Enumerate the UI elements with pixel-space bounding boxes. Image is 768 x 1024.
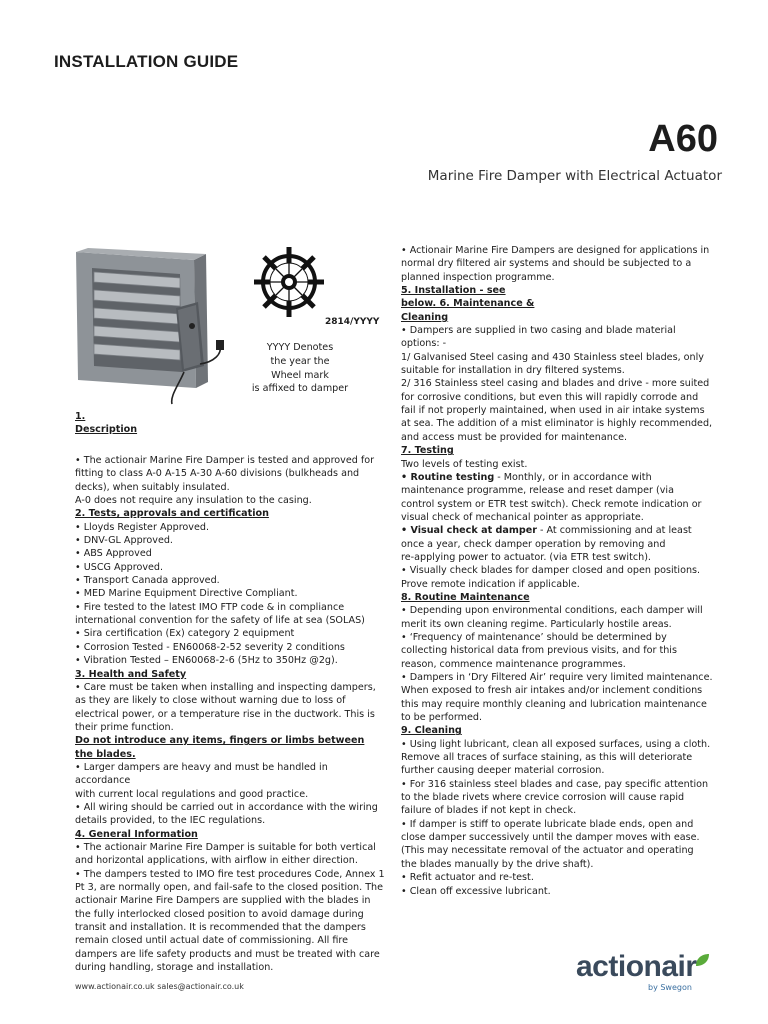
- caption-line: YYYY Denotes: [266, 342, 334, 353]
- text-line: control system or ETR test switch). Check remote indication or: [401, 498, 702, 510]
- section-heading-description: [75, 410, 137, 437]
- text-line: for corrosive conditions, but even this will rapidly corrode and: [401, 391, 699, 403]
- text-line: once a year, check damper operation by removing and: [401, 538, 666, 550]
- text-line: • Transport Canada approved.: [75, 575, 220, 587]
- text-line: • ABS Approved: [75, 548, 152, 560]
- text-line: failure of blades if not kept in check.: [401, 805, 577, 817]
- text-line: details provided, to the IEC regulations.: [75, 815, 266, 827]
- text-line: reason, commence maintenance programmes.: [401, 658, 626, 670]
- text-line: actionair Marine Fire Dampers are supplied with the blades in: [75, 895, 371, 907]
- text-line: A-0 does not require any insulation to the casing.: [75, 495, 312, 507]
- footer-contact: www.actionair.co.uk sales@actionair.co.uk: [75, 982, 244, 991]
- text-line: • DNV-GL Approved.: [75, 535, 173, 547]
- section-heading: below. 6. Maintenance &: [401, 298, 535, 310]
- section-heading: Do not introduce any items, fingers or limbs between: [75, 735, 365, 747]
- text-line: • Dampers in ‘Dry Filtered Air’ require very limited maintenance.: [401, 672, 713, 683]
- text-line: • If damper is stiff to operate lubricate blade ends, open and: [401, 818, 694, 830]
- text-line: • ‘Frequency of maintenance’ should be determined by: [401, 631, 667, 643]
- text-line: • Fire tested to the latest IMO FTP code & in compliance: [75, 601, 345, 613]
- text-line: their prime function.: [75, 721, 174, 733]
- text-line: remain closed until actual date of commissioning. All fire: [75, 935, 349, 947]
- text-line: to be performed.: [401, 712, 483, 724]
- text-line: • Actionair Marine Fire Dampers are designed for applications in: [401, 245, 710, 256]
- text-line: the fully interlocked closed position to avoid damage during: [75, 908, 364, 920]
- section-heading: 4. General Information: [75, 828, 198, 840]
- text-line: • Larger dampers are heavy and must be handled in accordance: [75, 761, 328, 787]
- wheel-mark-caption: [246, 341, 354, 396]
- line-rest: - Monthly, or in accordance with: [494, 471, 652, 483]
- section-heading: 9. Cleaning: [401, 725, 462, 737]
- text-line: suitable for installation in dry filtered systems.: [401, 365, 625, 377]
- damper-image: [74, 248, 244, 406]
- text-line: further causing deeper material corrosion.: [401, 765, 605, 777]
- bold-lead: • Routine testing: [401, 471, 495, 483]
- text-line: • The actionair Marine Fire Damper is tested and approved for: [75, 455, 375, 466]
- wheel-mark-icon: [252, 245, 326, 319]
- text-line: this may require monthly cleaning and lubrication maintenance: [401, 698, 707, 710]
- text-line: visual check of mechanical pointer as appropriate.: [401, 511, 644, 523]
- text-line: close damper successively until the damper moves with ease.: [401, 832, 700, 844]
- text-line: • Clean off excessive lubricant.: [401, 885, 551, 897]
- text-line: and access must be provided for maintenance.: [401, 431, 628, 443]
- text-line: transit and installation. It is recommended that the dampers: [75, 922, 366, 934]
- caption-line: Wheel mark: [271, 369, 329, 381]
- text-line: decks), when suitably insulated.: [75, 481, 230, 493]
- text-line: planned inspection programme.: [401, 271, 555, 283]
- wheel-mark-code: 2814/YYYY: [325, 317, 380, 327]
- text-line: Pt 3, are normally open, and fail-safe to the closed position. The: [75, 882, 384, 893]
- text-line: merit its own cleaning regime. Particularly hostile areas.: [401, 618, 672, 630]
- product-subtitle: Marine Fire Damper with Electrical Actuator: [427, 168, 722, 184]
- section-heading: 7. Testing: [401, 445, 454, 457]
- text-line: • Visually check blades for damper closed and open positions.: [401, 565, 701, 577]
- left-column: [75, 454, 385, 974]
- text-line: • Care must be taken when installing and inspecting dampers,: [75, 681, 376, 693]
- section-heading: 8. Routine Maintenance: [401, 591, 530, 603]
- text-line: normal dry filtered air systems and should be subjected to a: [401, 258, 692, 270]
- section-heading: 5. Installation - see: [401, 285, 506, 297]
- right-column: [401, 244, 715, 898]
- text-line: the blades manually by the drive shaft).: [401, 858, 594, 870]
- text-line: options: -: [401, 338, 447, 350]
- text-line: during handling, storage and installation.: [75, 962, 274, 974]
- text-line: • Lloyds Register Approved.: [75, 521, 210, 533]
- text-line: When exposed to fresh air intakes and/or inclement conditions: [401, 685, 703, 697]
- text-line: re-applying power to actuator. (via ETR test switch).: [401, 551, 651, 563]
- text-line: • Corrosion Tested - EN60068-2-52 severity 2 conditions: [75, 641, 345, 653]
- caption-line: the year the: [270, 355, 330, 367]
- section-number: 1.: [75, 411, 86, 422]
- text-line: [401, 471, 715, 484]
- text-line: • For 316 stainless steel blades and case, pay specific attention: [401, 778, 709, 790]
- model-number: A60: [648, 118, 718, 160]
- text-line: 1/ Galvanised Steel casing and 430 Stainless steel blades, only: [401, 351, 704, 363]
- text-line: • Vibration Tested – EN60068-2-6 (5Hz to 350Hz @2g).: [75, 655, 338, 667]
- text-line: Prove remote indication if applicable.: [401, 578, 580, 590]
- text-line: fail if not properly maintained, when used in air intake systems: [401, 405, 705, 417]
- text-line: Remove all traces of surface staining, as this will deteriorate: [401, 752, 693, 764]
- text-line: international convention for the safety of life at sea (SOLAS): [75, 615, 365, 627]
- text-line: (This may necessitate removal of the actuator and operating: [401, 845, 694, 857]
- text-line: dampers are life safety products and must be treated with care: [75, 948, 380, 960]
- document-title: INSTALLATION GUIDE: [54, 52, 239, 71]
- text-line: fitting to class A-0 A-15 A-30 A-60 divisions (bulkheads and: [75, 468, 360, 480]
- bold-lead: • Visual check at damper: [401, 525, 537, 537]
- leaf-icon: [694, 952, 710, 968]
- text-line: • The dampers tested to IMO fire test procedures Code, Annex 1: [75, 868, 385, 880]
- text-line: • MED Marine Equipment Directive Compliant.: [75, 588, 298, 600]
- actionair-logo: actionair: [576, 950, 697, 983]
- text-line: 2/ 316 Stainless steel casing and blades and drive - more suited: [401, 378, 710, 390]
- text-line: electrical power, or a temperature rise in the ductwork. This is: [75, 708, 375, 720]
- section-heading: Cleaning: [401, 311, 449, 323]
- text-line: • Sira certification (Ex) category 2 equipment: [75, 628, 295, 640]
- text-line: • The actionair Marine Fire Damper is suitable for both vertical: [75, 841, 376, 853]
- text-line: with current local regulations and good practice.: [75, 788, 309, 800]
- text-line: to the blade rivets where crevice corrosion will cause rapid: [401, 792, 685, 804]
- line-rest: - At commissioning and at least: [536, 525, 692, 537]
- text-line: • Dampers are supplied in two casing and blade material: [401, 325, 676, 337]
- text-line: • Depending upon environmental conditions, each damper will: [401, 605, 703, 617]
- text-line: [401, 524, 715, 537]
- text-line: maintenance programme, release and reset damper (via: [401, 485, 674, 497]
- section-title: Description: [75, 424, 138, 436]
- section-heading: 2. Tests, approvals and certification: [75, 508, 269, 520]
- text-line: Two levels of testing exist.: [401, 458, 528, 470]
- section-heading: the blades.: [75, 748, 136, 760]
- text-line: • USCG Approved.: [75, 561, 164, 573]
- text-line: collecting historical data from previous visits, and for this: [401, 645, 677, 657]
- logo-byline: by Swegon: [648, 983, 692, 992]
- text-line: • Using light lubricant, clean all exposed surfaces, using a cloth.: [401, 738, 711, 750]
- text-line: and horizontal applications, with airflow in either direction.: [75, 855, 358, 867]
- section-heading: 3. Health and Safety: [75, 668, 187, 680]
- text-line: • Refit actuator and re-test.: [401, 872, 534, 884]
- text-line: at sea. The addition of a mist eliminator is highly recommended,: [401, 418, 713, 430]
- text-line: • All wiring should be carried out in accordance with the wiring: [75, 801, 378, 813]
- text-line: as they are likely to close without warning due to loss of: [75, 695, 346, 707]
- caption-line: is affixed to damper: [251, 383, 349, 395]
